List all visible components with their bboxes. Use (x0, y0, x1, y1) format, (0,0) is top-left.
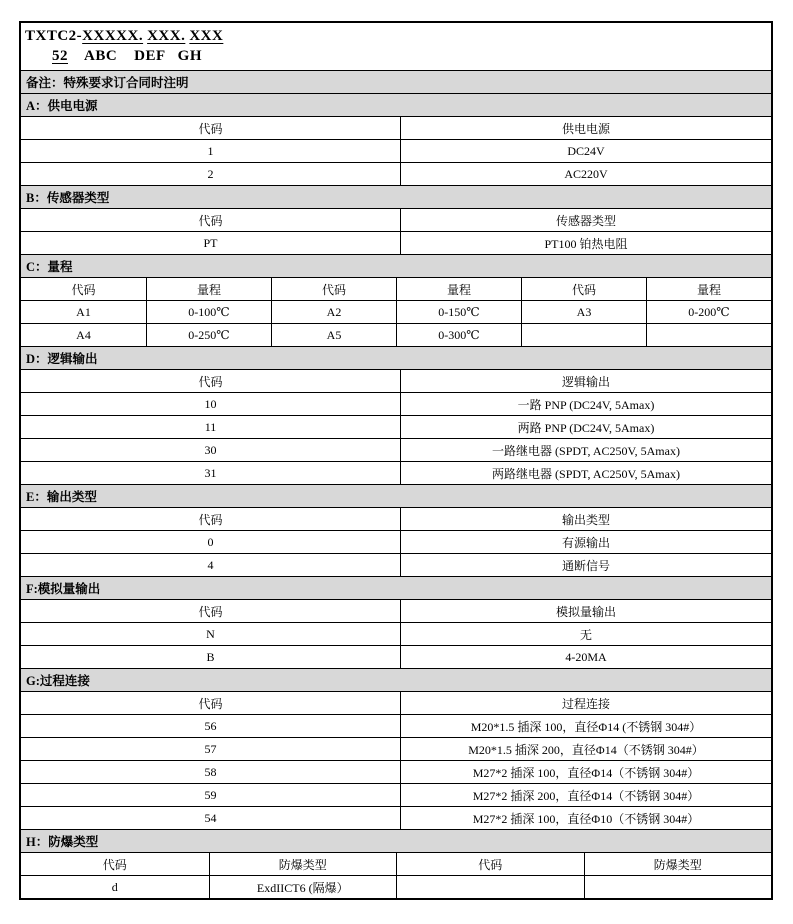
column-header-cell: 代码 (71, 282, 96, 297)
ordering-code-table (19, 21, 773, 900)
column-header-cell: 代码 (396, 853, 584, 875)
value-cell: M27*2 插深 100，直径Φ10（不锈钢 304#） (400, 807, 771, 829)
model-code-52: 52 (52, 48, 68, 64)
table-row (21, 714, 771, 737)
section-b-title: B：传感器类型 (26, 191, 110, 205)
code-cell: 30 (204, 442, 217, 457)
code-cell: 0 (207, 534, 214, 549)
section-f-title: F:模拟量输出 (26, 582, 101, 596)
table-row (21, 806, 771, 829)
value-cell: 4-20MA (400, 646, 771, 668)
section-f-column-header-row (21, 599, 771, 622)
table-row (21, 553, 771, 576)
table-row (21, 875, 771, 898)
code-cell: 2 (207, 166, 214, 181)
section-e-title: E：输出类型 (26, 490, 97, 504)
value-cell: M27*2 插深 100，直径Φ14（不锈钢 304#） (400, 761, 771, 783)
code-cell: A2 (271, 301, 396, 323)
value-cell: 无 (400, 623, 771, 645)
code-cell (396, 876, 584, 898)
code-cell: 56 (204, 718, 217, 733)
note-row (21, 70, 771, 93)
code-cell: 54 (204, 810, 217, 825)
section-h-column-header-row (21, 852, 771, 875)
value-cell: M27*2 插深 200，直径Φ14（不锈钢 304#） (400, 784, 771, 806)
value-cell: ExdIICT6 (隔爆） (209, 876, 397, 898)
column-header-cell: 过程连接 (400, 692, 771, 714)
code-cell: A1 (76, 304, 91, 319)
code-cell (521, 324, 646, 346)
value-cell: 0-250℃ (146, 324, 271, 346)
table-row (21, 300, 771, 323)
section-h-title: H：防爆类型 (26, 835, 99, 849)
section-c-column-header-row (21, 277, 771, 300)
section-d-column-header-row (21, 369, 771, 392)
value-cell: 0-100℃ (146, 301, 271, 323)
table-row (21, 323, 771, 346)
table-row (21, 438, 771, 461)
column-header-cell: 逻辑输出 (400, 370, 771, 392)
model-prefix: TXTC2- (25, 28, 83, 44)
section-h-header (21, 829, 771, 852)
table-row (21, 622, 771, 645)
column-header-cell: 代码 (271, 278, 396, 300)
column-header-cell: 代码 (198, 121, 223, 136)
column-header-cell: 模拟量输出 (400, 600, 771, 622)
column-header-cell: 量程 (646, 278, 771, 300)
section-g-column-header-row (21, 691, 771, 714)
column-header-cell: 输出类型 (400, 508, 771, 530)
model-group-abc: ABC (84, 48, 118, 64)
column-header-cell: 代码 (198, 696, 223, 711)
value-cell: PT100 铂热电阻 (400, 232, 771, 254)
code-cell: N (206, 626, 215, 641)
note-text: 备注：特殊要求订合同时注明 (26, 76, 189, 90)
value-cell: AC220V (400, 163, 771, 185)
section-e-header (21, 484, 771, 507)
section-c-header (21, 254, 771, 277)
value-cell: 一路 PNP (DC24V, 5Amax) (400, 393, 771, 415)
table-row (21, 645, 771, 668)
code-cell: 1 (207, 143, 214, 158)
section-e-column-header-row (21, 507, 771, 530)
code-cell: A4 (76, 327, 91, 342)
column-header-cell: 代码 (198, 604, 223, 619)
section-b-column-header-row (21, 208, 771, 231)
column-header-cell: 代码 (521, 278, 646, 300)
section-c-title: C：量程 (26, 260, 73, 274)
section-a-column-header-row (21, 116, 771, 139)
column-header-cell: 供电电源 (400, 117, 771, 139)
code-cell: 58 (204, 764, 217, 779)
model-segment-1: XXXXX. (82, 28, 144, 44)
column-header-cell: 量程 (146, 278, 271, 300)
table-row (21, 231, 771, 254)
model-group-def: DEF (134, 48, 166, 64)
value-cell (646, 324, 771, 346)
column-header-cell: 防爆类型 (584, 853, 772, 875)
table-row (21, 461, 771, 484)
code-cell: 10 (204, 396, 217, 411)
model-number-line (25, 26, 771, 46)
table-row (21, 530, 771, 553)
value-cell: 两路继电器 (SPDT, AC250V, 5Amax) (400, 462, 771, 484)
code-cell: 57 (204, 741, 217, 756)
value-cell: 0-300℃ (396, 324, 521, 346)
table-row (21, 162, 771, 185)
code-cell: 11 (204, 419, 217, 434)
section-f-header (21, 576, 771, 599)
column-header-cell: 代码 (198, 512, 223, 527)
model-number-block (21, 23, 771, 70)
column-header-cell: 传感器类型 (400, 209, 771, 231)
code-cell: 4 (207, 557, 214, 572)
code-cell: PT (203, 235, 218, 250)
section-b-header (21, 185, 771, 208)
section-g-title: G:过程连接 (26, 674, 90, 688)
model-segment-2: XXX. (147, 28, 186, 44)
value-cell: 有源输出 (400, 531, 771, 553)
column-header-cell: 代码 (102, 857, 127, 872)
column-header-cell: 代码 (198, 374, 223, 389)
code-cell: 59 (204, 787, 217, 802)
section-a-header (21, 93, 771, 116)
code-cell: d (111, 879, 118, 894)
value-cell: 两路 PNP (DC24V, 5Amax) (400, 416, 771, 438)
value-cell: M20*1.5 插深 100，直径Φ14 (不锈钢 304#） (400, 715, 771, 737)
code-cell: A5 (271, 324, 396, 346)
value-cell: 通断信号 (400, 554, 771, 576)
value-cell: 0-200℃ (646, 301, 771, 323)
table-row (21, 139, 771, 162)
section-g-header (21, 668, 771, 691)
code-cell: 31 (204, 465, 217, 480)
code-cell: B (206, 649, 215, 664)
column-header-cell: 代码 (198, 213, 223, 228)
value-cell: 0-150℃ (396, 301, 521, 323)
value-cell: 一路继电器 (SPDT, AC250V, 5Amax) (400, 439, 771, 461)
section-d-header (21, 346, 771, 369)
model-group-gh: GH (177, 48, 203, 64)
value-cell: M20*1.5 插深 200，直径Φ14（不锈钢 304#） (400, 738, 771, 760)
section-d-title: D：逻辑输出 (26, 352, 98, 366)
column-header-cell: 防爆类型 (209, 853, 397, 875)
table-row (21, 737, 771, 760)
code-cell: A3 (521, 301, 646, 323)
table-row (21, 760, 771, 783)
value-cell: DC24V (400, 140, 771, 162)
model-segment-3: XXX (189, 28, 224, 44)
value-cell (584, 876, 772, 898)
table-row (21, 392, 771, 415)
model-code-line (25, 46, 771, 66)
column-header-cell: 量程 (396, 278, 521, 300)
table-row (21, 783, 771, 806)
section-a-title: A：供电电源 (26, 99, 98, 113)
table-row (21, 415, 771, 438)
